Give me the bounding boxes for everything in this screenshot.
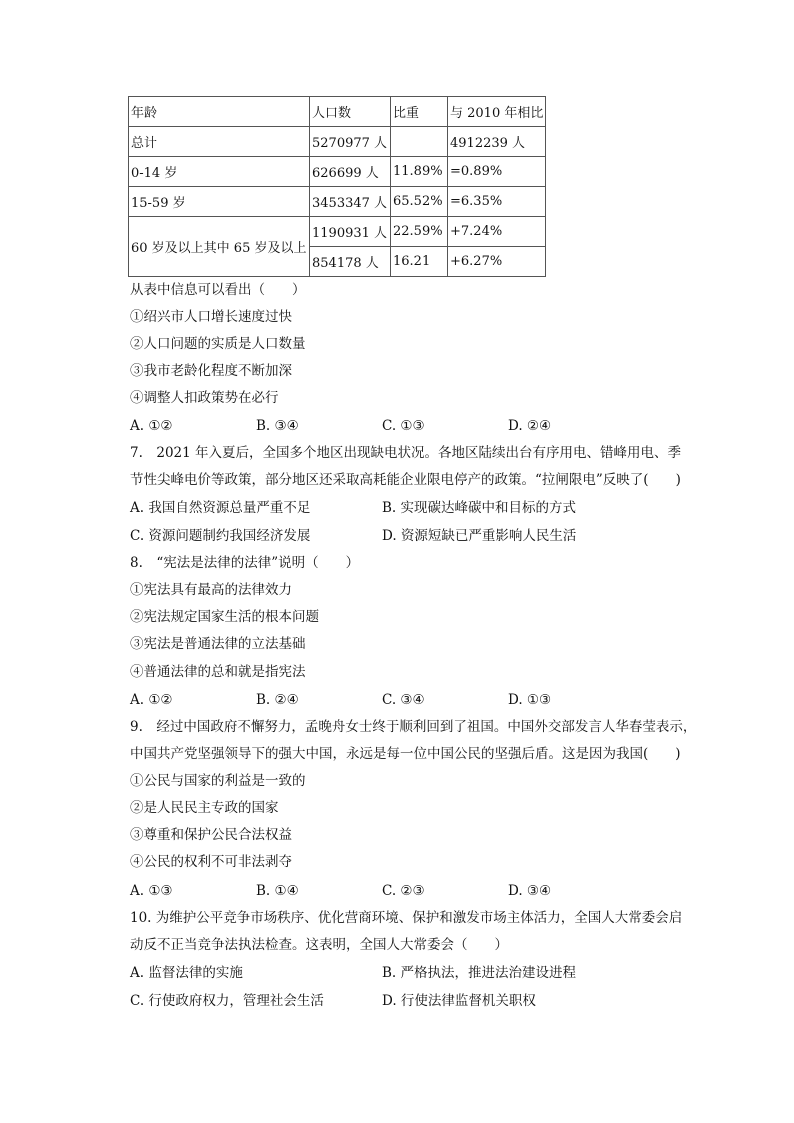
q7-stem-line-2: 节性尖峰电价等政策，部分地区还采取高耗能企业限电停产的政策。“拉闸限电”反映了( )	[130, 472, 681, 488]
table-cell: 11.89%	[391, 157, 448, 187]
table-cell: 1190931 人	[310, 217, 391, 247]
q6-option-c: C. ①③	[382, 418, 425, 434]
q6-item: ④调整人扣政策势在必行	[130, 390, 279, 406]
q9-option-a: A. ①③	[130, 883, 173, 899]
q9-item: ①公民与国家的利益是一致的	[130, 773, 306, 789]
q7-stem-line-1: 7. 2021 年入夏后，全国多个地区出现缺电状况。各地区陆续出台有序用电、错峰用电、季	[130, 445, 682, 461]
q6-option-a: A. ①②	[130, 418, 173, 434]
table-cell	[391, 127, 448, 157]
q10-stem-line-2: 动反不正当竞争法执法检查。这表明，全国人大常委会（ ）	[130, 937, 508, 953]
q8-item: ②宪法规定国家生活的根本问题	[130, 609, 319, 625]
table-cell: 626699 人	[310, 157, 391, 187]
table-cell: 3453347 人	[310, 187, 391, 217]
q8-stem: 8. “宪法是法律的法律”说明（ ）	[130, 555, 360, 571]
q6-item: ③我市老龄化程度不断加深	[130, 363, 292, 379]
q6-option-d: D. ②④	[508, 418, 552, 434]
table-cell: 16.21	[391, 247, 448, 277]
q6-item: ②人口问题的实质是人口数量	[130, 336, 306, 352]
table-cell: 15-59 岁	[129, 187, 310, 217]
q9-stem-line-1: 9. 经过中国政府不懈努力，孟晚舟女士终于顺利回到了祖国。中国外交部发言人华春莹表示，	[130, 719, 697, 735]
q10-option-b: B. 严格执法，推进法治建设进程	[382, 965, 577, 981]
table-cell: +7.24%	[448, 217, 546, 247]
table-cell: 5270977 人	[310, 127, 391, 157]
table-cell: +6.27%	[448, 247, 546, 277]
q7-option-c: C. 资源问题制约我国经济发展	[130, 528, 311, 544]
table-cell: 总计	[129, 127, 310, 157]
q10-option-a: A. 监督法律的实施	[130, 965, 243, 981]
table-merged-cell: 60 岁及以上其中 65 岁及以上	[129, 217, 310, 277]
q8-item: ④普通法律的总和就是指宪法	[130, 664, 306, 680]
table-cell: 0-14 岁	[129, 157, 310, 187]
table-row	[129, 127, 546, 157]
q9-item: ③尊重和保护公民合法权益	[130, 827, 292, 843]
table-cell: 854178 人	[310, 247, 391, 277]
table-header-cell: 人口数	[310, 97, 391, 127]
q8-option-a: A. ①②	[130, 692, 173, 708]
table-header-cell: 年龄	[129, 97, 310, 127]
q9-item: ②是人民民主专政的国家	[130, 800, 279, 816]
table-header-cell: 与 2010 年相比	[448, 97, 546, 127]
table-cell: =6.35%	[448, 187, 546, 217]
table-cell: 65.52%	[391, 187, 448, 217]
q6-stem: 从表中信息可以看出（ ）	[130, 282, 306, 298]
q8-item: ①宪法具有最高的法律效力	[130, 582, 292, 598]
table-row	[129, 187, 546, 217]
table-row	[129, 217, 546, 247]
q6-item: ①绍兴市人口增长速度过快	[130, 309, 292, 325]
q10-option-d: D. 行使法律监督机关职权	[382, 993, 536, 1009]
q8-option-c: C. ③④	[382, 692, 425, 708]
table-cell: 4912239 人	[448, 127, 546, 157]
table-cell: =0.89%	[448, 157, 546, 187]
q6-option-b: B. ③④	[256, 418, 299, 434]
table-cell: 22.59%	[391, 217, 448, 247]
q9-stem-line-2: 中国共产党坚强领导下的强大中国，永远是每一位中国公民的坚强后盾。这是因为我国( )	[130, 746, 681, 762]
q9-option-c: C. ②③	[382, 883, 425, 899]
q9-option-b: B. ①④	[256, 883, 299, 899]
population-table	[128, 96, 546, 277]
q7-option-a: A. 我国自然资源总量严重不足	[130, 500, 311, 516]
q7-option-b: B. 实现碳达峰碳中和目标的方式	[382, 500, 577, 516]
q10-option-c: C. 行使政府权力，管理社会生活	[130, 993, 324, 1009]
q10-stem-line-1: 10. 为维护公平竞争市场秩序、优化营商环境、保护和激发市场主体活力，全国人大常委会启	[130, 910, 683, 926]
table-header-row	[129, 97, 546, 127]
q9-item: ④公民的权利不可非法剥夺	[130, 854, 292, 870]
q7-option-d: D. 资源短缺已严重影响人民生活	[382, 528, 577, 544]
q8-item: ③宪法是普通法律的立法基础	[130, 636, 306, 652]
q8-option-b: B. ②④	[256, 692, 299, 708]
q9-option-d: D. ③④	[508, 883, 552, 899]
table-row	[129, 157, 546, 187]
table-header-cell: 比重	[391, 97, 448, 127]
q8-option-d: D. ①③	[508, 692, 552, 708]
